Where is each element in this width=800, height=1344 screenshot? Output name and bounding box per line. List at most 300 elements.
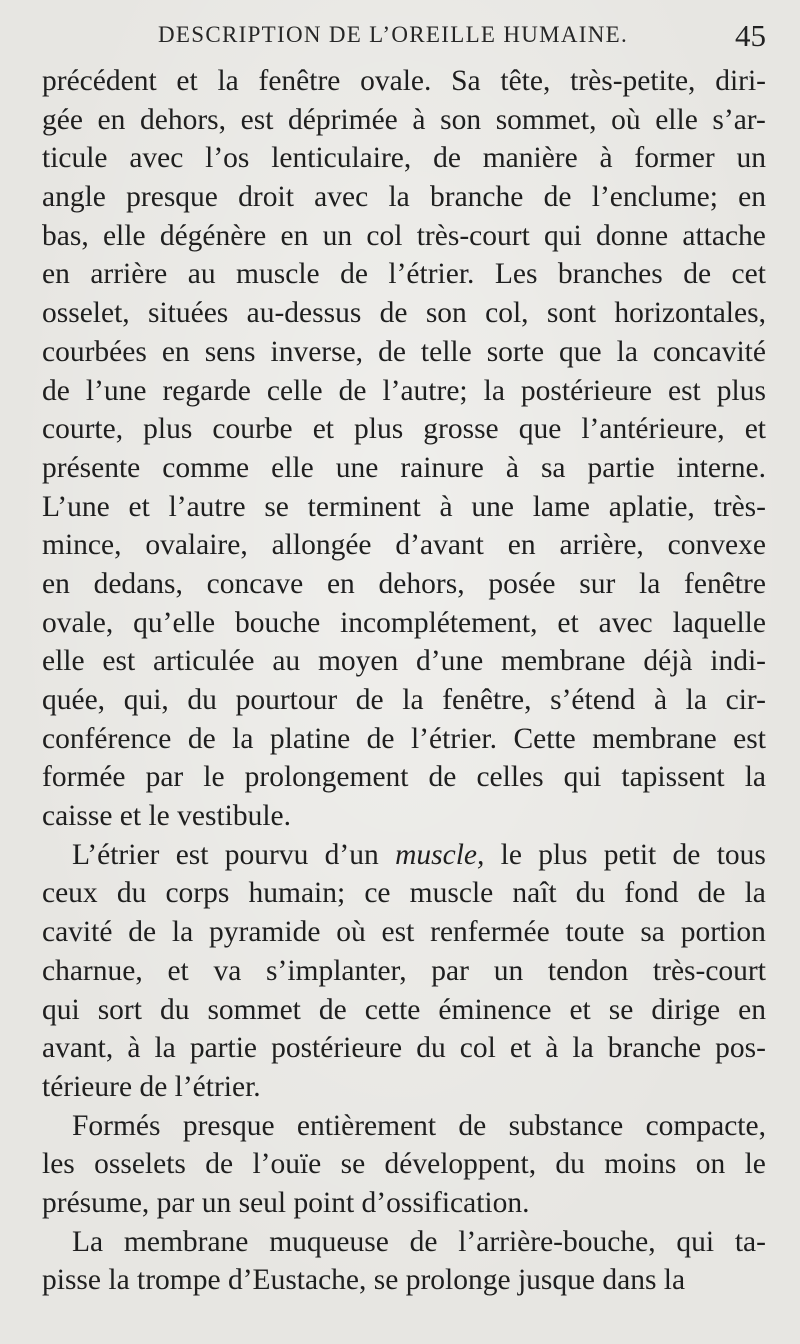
word: de xyxy=(433,142,461,175)
text-line xyxy=(42,1184,766,1223)
word: de xyxy=(355,684,384,716)
word: sort xyxy=(97,993,142,1026)
word: elle xyxy=(42,645,85,678)
word: au-dessus xyxy=(246,297,362,330)
text-line xyxy=(42,333,766,372)
word: à xyxy=(412,103,426,136)
word: de xyxy=(187,722,216,755)
word: l’autre; xyxy=(382,374,468,407)
word: interne. xyxy=(676,451,766,484)
word: de xyxy=(340,258,368,291)
word: elle xyxy=(655,103,698,136)
word: est xyxy=(381,916,415,949)
word: se xyxy=(340,1148,366,1181)
word: pyramide xyxy=(209,916,321,949)
word: plus xyxy=(143,413,193,446)
word: l’ouïe xyxy=(252,1148,322,1181)
word: muqueuse xyxy=(269,1225,389,1258)
word: Sa xyxy=(451,65,481,97)
word: son xyxy=(425,297,467,330)
word: sont xyxy=(546,297,597,330)
word: la xyxy=(154,1032,176,1065)
word: une xyxy=(471,490,514,523)
word: portion xyxy=(680,916,766,949)
running-title: DESCRIPTION DE L’OREILLE HUMAINE. xyxy=(158,22,629,47)
word: courte, xyxy=(42,413,124,446)
word: petit xyxy=(603,838,657,871)
word: La xyxy=(72,1225,104,1258)
word: et xyxy=(128,490,150,523)
word: s’ar- xyxy=(712,103,766,136)
word: celles xyxy=(476,761,544,794)
word: en xyxy=(326,567,355,600)
word: ta- xyxy=(734,1225,766,1258)
word: son xyxy=(440,103,482,136)
word: sorte xyxy=(486,335,545,368)
word: bas, xyxy=(42,219,89,252)
word: celle xyxy=(266,374,323,407)
word: toute xyxy=(565,916,625,949)
word: et xyxy=(569,993,591,1026)
word: au xyxy=(272,645,301,678)
word: un xyxy=(736,142,766,175)
word: de xyxy=(128,916,157,949)
text-line xyxy=(42,797,766,836)
word: qui, xyxy=(123,684,169,716)
word: va xyxy=(213,954,242,987)
word: ceux xyxy=(42,877,98,910)
word: comme xyxy=(162,451,250,484)
text-line xyxy=(42,913,766,952)
text-line xyxy=(42,449,766,488)
word: du xyxy=(116,877,147,910)
word: sa xyxy=(540,451,566,484)
word: l’autre xyxy=(168,490,246,523)
word: Cette xyxy=(513,722,576,755)
word: sommet, xyxy=(495,103,597,136)
word: se xyxy=(608,993,634,1026)
word: fenêtre xyxy=(258,65,341,97)
word: manière xyxy=(482,142,578,175)
word: aplatie, xyxy=(608,490,695,523)
word: est xyxy=(175,838,209,871)
word: situées xyxy=(148,297,229,330)
word: et xyxy=(167,954,189,987)
word: articulée xyxy=(152,645,255,678)
word: de xyxy=(338,374,367,407)
word: donne xyxy=(596,219,669,252)
word: éminence xyxy=(438,993,552,1026)
word: col xyxy=(459,1032,496,1065)
word: le xyxy=(744,1148,766,1181)
word: quée, xyxy=(42,684,106,716)
word: prolongement xyxy=(244,761,409,794)
word: la xyxy=(616,335,638,368)
word: d’un xyxy=(324,838,379,871)
word: présente xyxy=(42,451,141,484)
word: la xyxy=(402,684,424,716)
text-line xyxy=(42,217,766,256)
text-segment: pisse la trompe d’Eustache, se prolonge jusque dans la xyxy=(42,1264,686,1297)
word: très-court xyxy=(416,219,530,252)
word: posée xyxy=(488,567,556,600)
word: les xyxy=(42,1148,75,1181)
word: membrane xyxy=(123,1225,249,1258)
word: elle xyxy=(271,451,314,484)
text-line xyxy=(42,720,766,759)
word: fenêtre xyxy=(684,567,766,600)
word: cet xyxy=(731,258,766,291)
word: où xyxy=(611,103,641,136)
word: de xyxy=(42,374,70,407)
word: à xyxy=(599,142,613,175)
word: d’une xyxy=(416,645,484,678)
word: la xyxy=(744,761,766,794)
word: à xyxy=(545,1032,559,1065)
word: de xyxy=(683,258,712,291)
word: cavité xyxy=(42,916,113,949)
word: en xyxy=(42,567,70,600)
word: postérieure xyxy=(520,374,652,407)
word: muscle xyxy=(236,258,320,291)
word: moyen xyxy=(317,645,399,678)
word: développent, xyxy=(384,1148,537,1181)
word: est xyxy=(240,103,274,136)
text-line xyxy=(42,836,766,875)
word: plus xyxy=(354,413,404,446)
word: muscle, xyxy=(395,838,485,871)
text-line xyxy=(42,1068,766,1107)
word: substance xyxy=(508,1109,624,1142)
text-segment: térieure de l’étrier. xyxy=(42,1070,261,1103)
word: postérieure xyxy=(271,1032,403,1065)
word: pos- xyxy=(715,1032,766,1065)
word: d’avant xyxy=(395,529,484,562)
word: et xyxy=(176,65,198,97)
word: mince, xyxy=(42,529,122,562)
word: de xyxy=(318,993,347,1026)
word: branche xyxy=(607,1032,702,1065)
word: le xyxy=(203,761,225,794)
text-line xyxy=(42,604,766,643)
word: courbe xyxy=(212,413,293,446)
word: L’une xyxy=(42,490,110,523)
word: et xyxy=(744,413,766,446)
word: dehors, xyxy=(378,567,465,600)
word: regarde xyxy=(162,374,251,407)
word: avec xyxy=(129,142,184,175)
word: humain; xyxy=(248,877,346,910)
word: du xyxy=(187,684,217,716)
word: l’étrier. xyxy=(410,722,497,755)
word: à xyxy=(505,451,519,484)
word: entièrement xyxy=(296,1109,437,1142)
word: courbées xyxy=(42,335,147,368)
word: est xyxy=(102,645,136,678)
word: naît xyxy=(512,877,557,910)
word: de xyxy=(543,181,572,214)
word: est xyxy=(733,722,766,755)
word: ovale, xyxy=(42,606,114,639)
word: platine xyxy=(269,722,351,755)
word: s’étend xyxy=(550,684,636,716)
word: osselets xyxy=(94,1148,186,1181)
word: telle xyxy=(420,335,472,368)
word: qui xyxy=(42,993,80,1026)
text-line xyxy=(42,410,766,449)
word: lame xyxy=(532,490,591,523)
word: de xyxy=(378,335,406,368)
word: de xyxy=(409,1225,438,1258)
word: un xyxy=(493,954,524,987)
word: plus xyxy=(538,838,588,871)
text-line xyxy=(42,991,766,1030)
word: en xyxy=(507,529,536,562)
page-number: 45 xyxy=(735,18,766,53)
word: sens xyxy=(204,335,256,368)
text-line xyxy=(42,255,766,294)
word: partie xyxy=(189,1032,257,1065)
word: arrière xyxy=(90,258,168,291)
word: cir- xyxy=(725,684,766,716)
word: plus xyxy=(716,374,766,407)
word: fenêtre, xyxy=(442,684,532,716)
word: L’étrier xyxy=(72,838,160,871)
word: au xyxy=(187,258,216,291)
text-line xyxy=(42,488,766,527)
word: concave xyxy=(206,567,304,600)
text-line xyxy=(42,642,766,681)
text-line xyxy=(42,874,766,913)
word: angle xyxy=(42,181,106,214)
word: former xyxy=(634,142,715,175)
word: on xyxy=(695,1148,726,1181)
word: en xyxy=(97,103,126,136)
word: où xyxy=(336,916,366,949)
word: l’os xyxy=(205,142,250,175)
word: la xyxy=(572,1032,594,1065)
word: avec xyxy=(314,181,369,214)
word: fond xyxy=(624,877,679,910)
word: par xyxy=(431,954,469,987)
word: à xyxy=(439,490,453,523)
body-text xyxy=(42,62,766,1300)
text-line xyxy=(42,1261,766,1300)
word: et xyxy=(557,606,579,639)
word: s’implanter, xyxy=(266,954,407,987)
word: tendon xyxy=(547,954,629,987)
word: grosse xyxy=(423,413,499,446)
word: de xyxy=(205,1148,234,1181)
word: de xyxy=(379,297,408,330)
word: de xyxy=(458,1109,487,1142)
word: un xyxy=(322,219,353,252)
word: osselet, xyxy=(42,297,130,330)
text-line xyxy=(42,1223,766,1262)
word: tête, xyxy=(500,65,551,97)
text-line xyxy=(42,372,766,411)
word: très- xyxy=(713,490,766,523)
word: convexe xyxy=(667,529,766,562)
word: Formés xyxy=(72,1109,161,1142)
word: conférence xyxy=(42,722,172,755)
word: l’arrière-bouche, xyxy=(458,1225,656,1258)
word: sur xyxy=(579,567,616,600)
word: qu’elle xyxy=(133,606,216,639)
word: de xyxy=(366,722,395,755)
word: très-petite, xyxy=(570,65,696,97)
word: compacte, xyxy=(645,1109,766,1142)
word: arrière, xyxy=(559,529,644,562)
word: le xyxy=(500,838,522,871)
word: qui xyxy=(676,1225,715,1258)
word: membrane xyxy=(592,722,717,755)
text-line xyxy=(42,565,766,604)
word: charnue, xyxy=(42,954,143,987)
word: indi- xyxy=(710,645,766,678)
word: la xyxy=(388,181,410,214)
word: dehors, xyxy=(140,103,227,136)
word: gée xyxy=(42,103,83,136)
word: la xyxy=(217,65,239,97)
text-line xyxy=(42,139,766,178)
word: presque xyxy=(182,1109,275,1142)
word: tapissent xyxy=(621,761,725,794)
word: terminent xyxy=(307,490,421,523)
word: l’enclume; xyxy=(591,181,718,214)
text-line xyxy=(42,1029,766,1068)
word: l’une xyxy=(85,374,147,407)
word: est xyxy=(667,374,701,407)
word: de xyxy=(672,838,701,871)
word: en xyxy=(42,258,70,291)
word: bouche xyxy=(234,606,321,639)
word: laquelle xyxy=(672,606,766,639)
word: du xyxy=(416,1032,446,1065)
word: ce xyxy=(364,877,391,910)
text-line xyxy=(42,758,766,797)
text-line xyxy=(42,178,766,217)
word: renfermée xyxy=(430,916,550,949)
word: à xyxy=(653,684,668,716)
word: l’antérieure, xyxy=(581,413,725,446)
page-header xyxy=(42,20,766,54)
word: partie xyxy=(587,451,655,484)
word: déprimée xyxy=(288,103,398,136)
word: diri- xyxy=(715,65,766,97)
word: déjà xyxy=(643,645,693,678)
word: et xyxy=(509,1032,532,1065)
text-line xyxy=(42,681,766,720)
word: col xyxy=(366,219,403,252)
word: en xyxy=(738,181,766,214)
text-line xyxy=(42,101,766,140)
word: branches xyxy=(557,258,663,291)
word: par xyxy=(145,761,184,794)
word: avec xyxy=(598,606,653,639)
word: muscle xyxy=(409,877,494,910)
word: inverse, xyxy=(270,335,364,368)
word: horizontales, xyxy=(614,297,766,330)
word: membrane xyxy=(501,645,626,678)
word: droit xyxy=(238,181,294,214)
word: la xyxy=(639,567,661,600)
word: sommet xyxy=(207,993,301,1026)
word: col, xyxy=(485,297,529,330)
word: Les xyxy=(494,258,538,291)
word: moins xyxy=(604,1148,677,1181)
word: allongée xyxy=(271,529,372,562)
word: ticule xyxy=(42,142,108,175)
word: en xyxy=(161,335,190,368)
word: attache xyxy=(682,219,766,252)
text-line xyxy=(42,1107,766,1146)
text-segment: caisse et le vestibule. xyxy=(42,800,292,833)
text-segment: présume, par un seul point d’ossification. xyxy=(42,1186,530,1219)
word: ovale. xyxy=(360,65,432,97)
word: pourtour xyxy=(235,684,338,716)
word: corps xyxy=(165,877,230,910)
word: dégénère xyxy=(159,219,267,252)
word: concavité xyxy=(652,335,766,368)
word: du xyxy=(555,1148,585,1181)
word: à xyxy=(127,1032,141,1065)
word: de xyxy=(697,877,726,910)
word: l’étrier. xyxy=(388,258,475,291)
word: branche xyxy=(430,181,524,214)
word: la xyxy=(171,916,194,949)
word: elle xyxy=(102,219,146,252)
word: se xyxy=(264,490,289,523)
text-line xyxy=(42,952,766,991)
text-line xyxy=(42,62,766,101)
word: et xyxy=(312,413,334,446)
text-line xyxy=(42,526,766,565)
word: formée xyxy=(42,761,126,794)
text-line xyxy=(42,294,766,333)
word: dedans, xyxy=(93,567,183,600)
word: en xyxy=(280,219,309,252)
word: cette xyxy=(364,993,421,1026)
word: que xyxy=(559,335,602,368)
word: la xyxy=(744,877,766,910)
word: presque xyxy=(126,181,218,214)
word: dirige xyxy=(651,993,721,1026)
word: pourvu xyxy=(224,838,309,871)
word: tous xyxy=(716,838,766,871)
word: sa xyxy=(640,916,665,949)
word: lenticulaire, xyxy=(271,142,412,175)
word: qui xyxy=(563,761,602,794)
word: que xyxy=(518,413,562,446)
word: en xyxy=(738,993,766,1026)
word: précédent xyxy=(42,65,157,97)
word: la xyxy=(685,684,707,716)
word: du xyxy=(159,993,190,1026)
word: rainure xyxy=(400,451,484,484)
word: la xyxy=(232,722,254,755)
word: qui xyxy=(544,219,582,252)
word: très-court xyxy=(652,954,766,987)
word: une xyxy=(335,451,379,484)
word: ovalaire, xyxy=(145,529,248,562)
word: avant, xyxy=(42,1032,114,1065)
word: la xyxy=(483,374,505,407)
word: incomplétement, xyxy=(340,606,538,639)
word: du xyxy=(575,877,606,910)
word: de xyxy=(428,761,457,794)
text-line xyxy=(42,1145,766,1184)
